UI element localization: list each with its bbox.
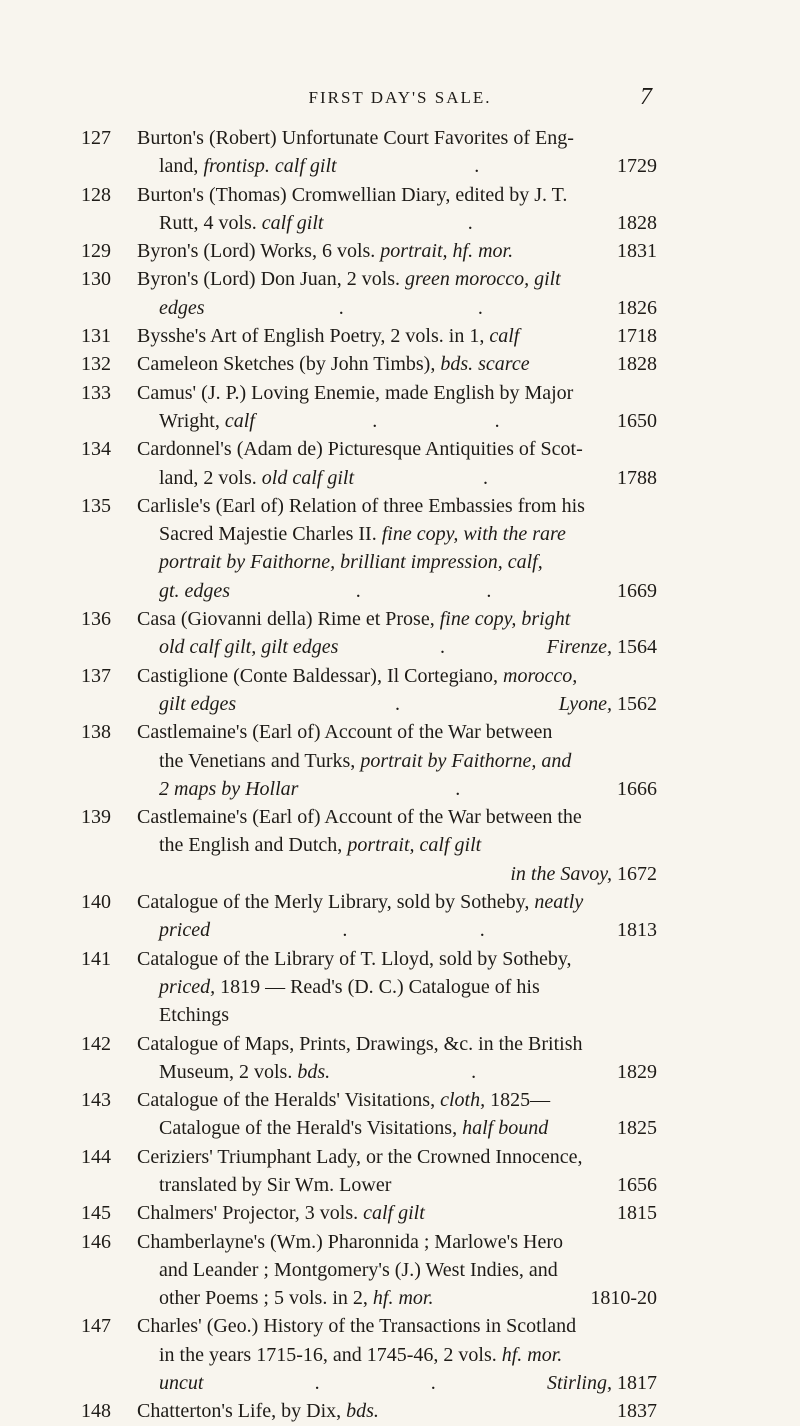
entry-detail: portrait by Faithorne, brilliant impression, calf, [159, 551, 543, 574]
entry-year: 1669 [616, 579, 657, 602]
entry-detail: translated by Sir Wm. Lower 1656 [137, 1171, 657, 1199]
catalogue-entry [81, 1086, 657, 1143]
lot-number: 142 [81, 1032, 111, 1055]
entry-year: 1815 [617, 1202, 657, 1225]
entry-detail: edges . . 1826 [137, 294, 657, 322]
entry-detail: priced, 1819 — Read's (D. C.) Catalogue of his [159, 975, 540, 998]
entry-year: 1562 [617, 692, 657, 715]
entry-title: Byron's (Lord) Don Juan, 2 vols. green morocco, gilt [137, 268, 561, 291]
catalogue-entry [81, 718, 657, 803]
entry-detail: Etchings [159, 1004, 229, 1027]
catalogue-entry [81, 1199, 657, 1227]
entry-detail: gt. edges . . 1669 [137, 577, 657, 605]
entry-year: 1813 [616, 919, 657, 942]
entry-detail: land, frontisp. calf gilt . 1729 [137, 152, 657, 180]
entry-year: 1831 [617, 240, 657, 263]
entry-detail: gilt edges . Lyone, 1562 [159, 692, 657, 715]
entry-detail: and Leander ; Montgomery's (J.) West Indies, and [159, 1258, 558, 1281]
entry-detail: Rutt, 4 vols. calf gilt . 1828 [137, 209, 657, 237]
lot-number: 131 [81, 325, 111, 348]
catalogue-entry [81, 1143, 657, 1200]
catalogue-entry [81, 888, 657, 945]
catalogue-entry [81, 237, 657, 265]
entry-detail: Catalogue of the Herald's Visitations, half bound 1825 [137, 1114, 657, 1142]
entry-detail: Wright, calf . . 1650 [137, 407, 657, 435]
entry-year: 1825 [617, 1117, 657, 1140]
catalogue-entry [81, 1030, 657, 1087]
entry-year: 1828 [617, 211, 657, 234]
lot-number: 138 [81, 721, 111, 744]
entry-year: 1564 [616, 636, 657, 659]
entry-year: 1729 [617, 155, 657, 178]
catalogue-entry [81, 662, 657, 719]
running-title: FIRST DAY'S SALE. [308, 88, 492, 107]
entry-year: 1826 [616, 296, 657, 319]
catalogue-list [81, 124, 657, 1426]
entry-title: Castlemaine's (Earl of) Account of the War between [137, 721, 553, 744]
lot-number: 128 [81, 183, 111, 206]
entry-title: Casa (Giovanni della) Rime et Prose, fine copy, bright [137, 608, 571, 631]
catalogue-entry [81, 803, 657, 888]
entry-title: Catalogue of Maps, Prints, Drawings, &c. in the British [137, 1032, 583, 1055]
catalogue-entry [81, 945, 657, 1030]
catalogue-entry [81, 379, 657, 436]
entry-title: Burton's (Robert) Unfortunate Court Favorites of Eng- [137, 127, 574, 149]
entry-title: Castiglione (Conte Baldessar), Il Cortegiano, morocco, [137, 664, 578, 687]
entry-detail: in the years 1715-16, and 1745-46, 2 vols. hf. mor. [159, 1343, 563, 1366]
entry-detail: uncut . . Stirling, 1817 [159, 1372, 657, 1395]
entry-title: Cardonnel's (Adam de) Picturesque Antiquities of Scot- [137, 438, 583, 461]
entry-title: Burton's (Thomas) Cromwellian Diary, edited by J. T. [137, 183, 568, 206]
entry-year: 1650 [616, 409, 657, 432]
entry-detail: other Poems ; 5 vols. in 2, hf. mor. 1810-20 [137, 1284, 657, 1312]
entry-title: Cameleon Sketches (by John Timbs), bds. scarce 1828 [137, 350, 657, 378]
entry-year: 1788 [617, 466, 657, 489]
page-header [0, 84, 800, 118]
entry-detail: land, 2 vols. old calf gilt . 1788 [137, 464, 657, 492]
entry-year: 1829 [616, 1060, 657, 1083]
catalogue-entry [81, 181, 657, 238]
catalogue-entry [81, 265, 657, 322]
catalogue-entry [81, 605, 657, 662]
entry-detail: old calf gilt, gilt edges . Firenze, 1564 [159, 636, 657, 659]
entry-title: Catalogue of the Merly Library, sold by Sotheby, neatly [137, 891, 584, 914]
entry-year: 1672 [617, 862, 657, 885]
entry-title: Chatterton's Life, by Dix, bds. 1837 [137, 1397, 657, 1425]
entry-year: 1656 [617, 1173, 657, 1196]
lot-number: 127 [81, 127, 111, 149]
lot-number: 137 [81, 664, 111, 687]
lot-number: 141 [81, 947, 111, 970]
catalogue-entry [81, 435, 657, 492]
lot-number: 146 [81, 1230, 111, 1253]
lot-number: 129 [81, 240, 111, 263]
entry-detail: priced . . 1813 [137, 916, 657, 944]
entry-imprint: in the Savoy, 1672 [510, 862, 657, 885]
catalogue-entry [81, 492, 657, 605]
page-number: 7 [640, 84, 652, 110]
entry-detail: Sacred Majestie Charles II. fine copy, with the rare [159, 523, 566, 546]
lot-number: 130 [81, 268, 111, 291]
entry-detail: the English and Dutch, portrait, calf gilt [159, 834, 482, 857]
entry-title: Carlisle's (Earl of) Relation of three Embassies from his [137, 494, 585, 517]
entry-title: Charles' (Geo.) History of the Transactions in Scotland [137, 1315, 577, 1338]
lot-number: 144 [81, 1145, 111, 1168]
entry-detail: the Venetians and Turks, portrait by Faithorne, and [159, 749, 572, 772]
entry-year: 1837 [617, 1400, 657, 1423]
lot-number: 139 [81, 806, 111, 829]
lot-number: 148 [81, 1400, 111, 1423]
entry-title: Camus' (J. P.) Loving Enemie, made English by Major [137, 381, 574, 404]
entry-title: Ceriziers' Triumphant Lady, or the Crowned Innocence, [137, 1145, 583, 1168]
entry-year: 1828 [617, 353, 657, 376]
catalogue-entry [81, 1397, 657, 1425]
lot-number: 135 [81, 494, 111, 517]
catalogue-entry [81, 124, 657, 181]
lot-number: 140 [81, 891, 111, 914]
catalogue-entry [81, 322, 657, 350]
catalogue-entry [81, 1312, 657, 1397]
entry-title: Bysshe's Art of English Poetry, 2 vols. in 1, calf 1718 [137, 322, 657, 350]
entry-title: Catalogue of the Heralds' Visitations, cloth, 1825— [137, 1089, 551, 1112]
entry-detail: Museum, 2 vols. bds. . 1829 [137, 1058, 657, 1086]
lot-number: 136 [81, 608, 111, 631]
lot-number: 134 [81, 438, 111, 461]
catalogue-entry [81, 1228, 657, 1313]
lot-number: 143 [81, 1089, 111, 1112]
entry-title: Byron's (Lord) Works, 6 vols. portrait, hf. mor. 1831 [137, 237, 657, 265]
entry-title: Chalmers' Projector, 3 vols. calf gilt 1815 [137, 1199, 657, 1227]
entry-year: 1718 [617, 325, 657, 348]
entry-title: Chamberlayne's (Wm.) Pharonnida ; Marlowe's Hero [137, 1230, 563, 1253]
entry-year: 1666 [616, 777, 657, 800]
catalogue-entry [81, 350, 657, 378]
entry-year: 1817 [616, 1372, 657, 1395]
lot-number: 133 [81, 381, 111, 404]
lot-number: 145 [81, 1202, 111, 1225]
entry-title: Castlemaine's (Earl of) Account of the War between the [137, 806, 582, 829]
entry-year: 1810-20 [590, 1287, 657, 1310]
lot-number: 132 [81, 353, 111, 376]
lot-number: 147 [81, 1315, 111, 1338]
entry-detail: 2 maps by Hollar . 1666 [137, 775, 657, 803]
entry-title: Catalogue of the Library of T. Lloyd, sold by Sotheby, [137, 947, 572, 970]
